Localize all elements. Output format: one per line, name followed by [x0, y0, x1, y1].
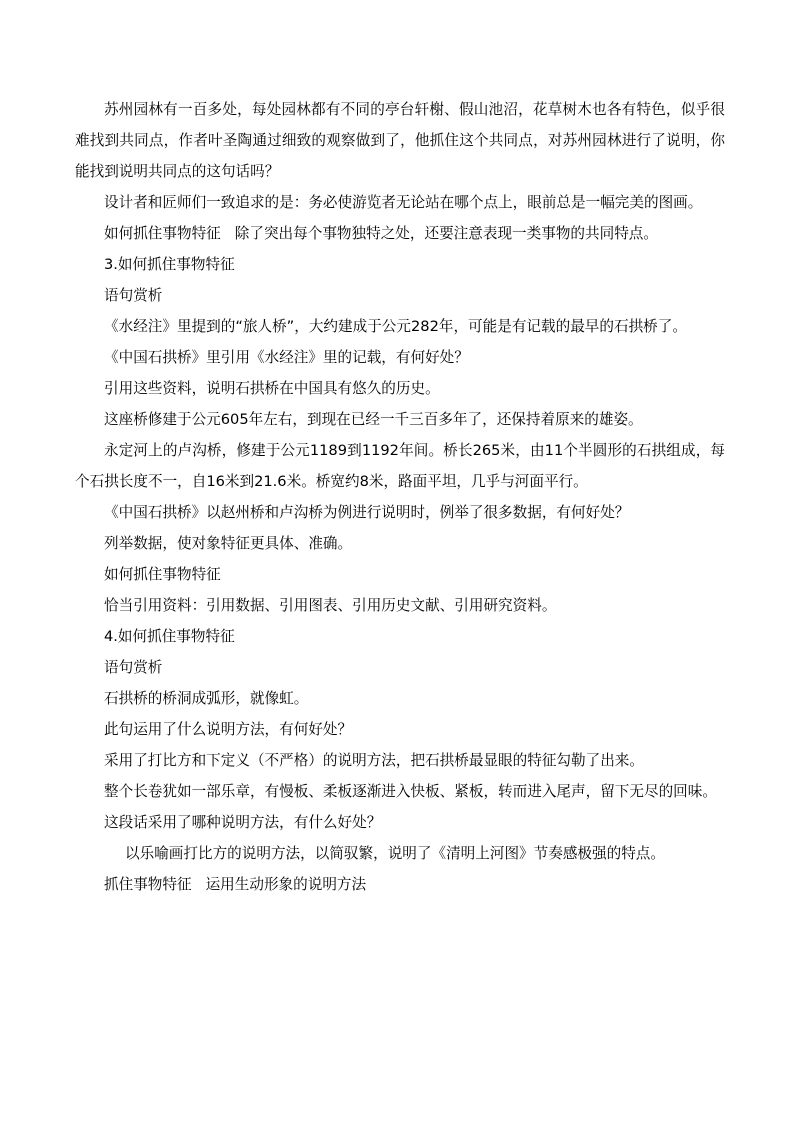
paragraph-cite-materials: 恰当引用资料：引用数据、引用图表、引用历史文献、引用研究资料。 [104, 597, 557, 614]
paragraph-scroll-music: 整个长卷犹如一部乐章，有慢板、柔板逐渐进入快板、紧板，转而进入尾声，留下无尽的回味。 [104, 783, 717, 800]
paragraph-feature-common [75, 218, 725, 249]
paragraph-designers-pursuit: 设计者和匠师们一致追求的是：务必使游览者无论站在哪个点上，眼前总是一幅完美的图画。 [104, 194, 703, 211]
paragraph-lugou-bridge: 永定河上的卢沟桥，修建于公元1189到1192年间。桥长265米，由11个半圆形的石拱组成，每个石拱长度不一，自16米到21.6米。桥宽约8米，路面平坦，几乎与河面平行。 [75, 442, 725, 490]
question-method-used: 此句运用了什么说明方法，有何好处？ [104, 721, 353, 738]
question-citation-benefit: 《中国石拱桥》里引用《水经注》里的记载，有何好处？ [104, 349, 469, 366]
paragraph-suzhou-gardens: 苏州园林有一百多处，每处园林都有不同的亭台轩榭、假山池沼，花草树木也各有特色，似乎很难找到共同点，作者叶圣陶通过细致的观察做到了，他抓住这个共同点，对苏州园林进行了说明，你能找到说明共同点的这句话吗？ [75, 101, 725, 180]
answer-citation-benefit: 引用这些资料，说明石拱桥在中国具有悠久的历史。 [104, 380, 440, 397]
paragraph-arch-rainbow: 石拱桥的桥洞成弧形，就像虹。 [104, 690, 309, 707]
section-heading-4: 4.如何抓住事物特征 [104, 628, 235, 645]
document-body [75, 94, 725, 900]
answer-method-used: 采用了打比方和下定义（不严格）的说明方法，把石拱桥最显眼的特征勾勒了出来。 [104, 752, 644, 769]
subheading-sentence-analysis: 语句赏析 [104, 287, 163, 304]
subheading-sentence-analysis-2: 语句赏析 [104, 659, 163, 676]
answer-data-benefit: 列举数据，使对象特征更具体、准确。 [104, 535, 353, 552]
paragraph-vivid-method [75, 869, 725, 900]
section-answer: 除了突出每个事物独特之处，还要注意表现一类事物的共同特点。 [234, 225, 658, 242]
summary-answer: 运用生动形象的说明方法 [205, 876, 367, 893]
section-heading-3: 3.如何抓住事物特征 [104, 256, 235, 273]
summary-label: 抓住事物特征 [104, 876, 192, 893]
section-label: 如何抓住事物特征 [104, 225, 221, 242]
answer-paragraph-method: 以乐喻画打比方的说明方法，以简驭繁，说明了《清明上河图》节奏感极强的特点。 [125, 845, 665, 862]
subheading-feature: 如何抓住事物特征 [104, 566, 221, 583]
paragraph-zhaozhou-bridge: 这座桥修建于公元605年左右，到现在已经一千三百多年了，还保持着原来的雄姿。 [104, 411, 643, 428]
paragraph-lvren-bridge: 《水经注》里提到的“旅人桥”，大约建成于公元282年，可能是有记载的最早的石拱桥了。 [104, 318, 687, 335]
question-paragraph-method: 这段话采用了哪种说明方法，有什么好处？ [104, 814, 382, 831]
question-data-benefit: 《中国石拱桥》以赵州桥和卢沟桥为例进行说明时，例举了很多数据，有何好处？ [104, 504, 630, 521]
